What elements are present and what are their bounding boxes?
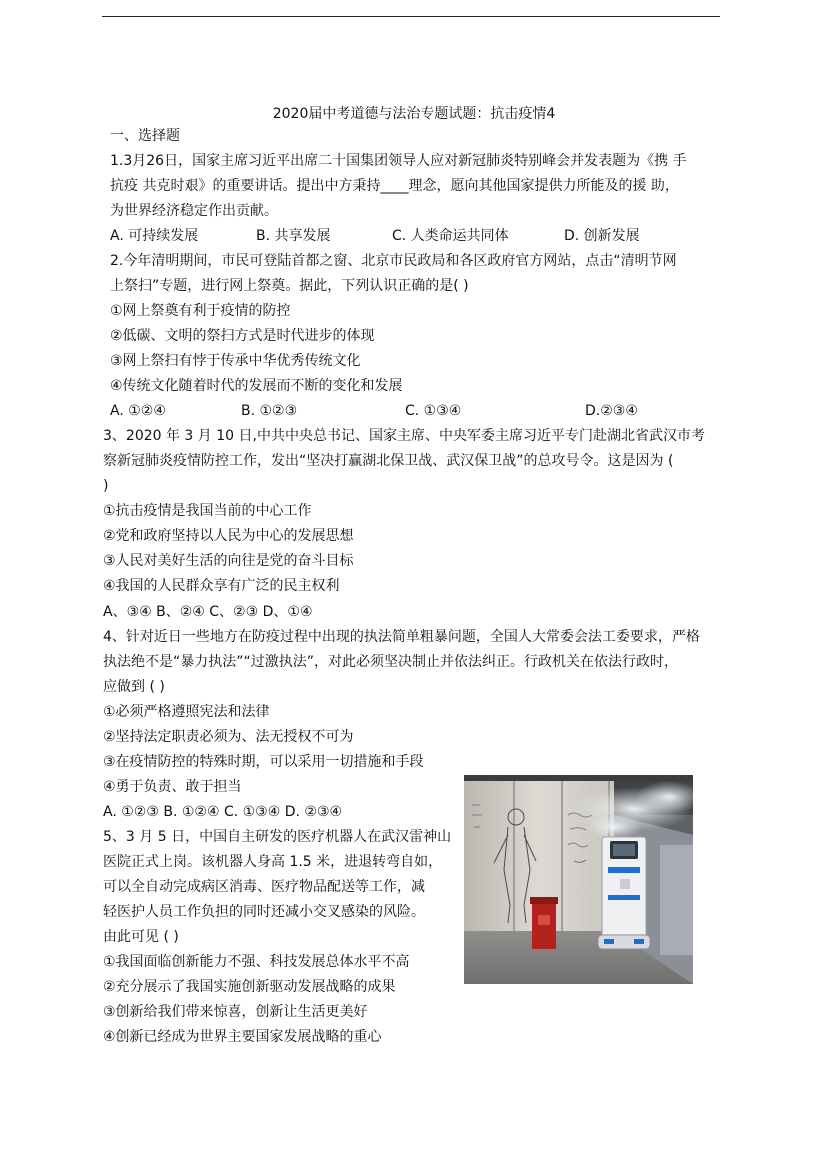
- q3-item-1: ①抗击疫情是我国当前的中心工作: [103, 503, 312, 519]
- q4-line-1: 4、针对近日一些地方在防疫过程中出现的执法简单粗暴问题，全国人大常委会法工委要求，严格: [103, 629, 700, 645]
- q4-line-2: 执法绝不是“暴力执法”“过激执法”，对此必须坚决制止并依法纠正。行政机关在依法行政时，: [103, 654, 679, 670]
- q4-item-1: ①必须严格遵照宪法和法律: [103, 704, 270, 720]
- q5-item-3: ③创新给我们带来惊喜，创新让生活更美好: [103, 1004, 368, 1020]
- q2-option-d: D.②③④: [585, 403, 638, 419]
- q5-line-5: 由此可见 ( ): [103, 929, 179, 945]
- robot-photo: [464, 775, 693, 984]
- q1-line-1: 1.3月26日，国家主席习近平出席二十国集团领导人应对新冠肺炎特别峰会并发表题为《携 手: [110, 153, 687, 169]
- q3-item-2: ②党和政府坚持以人民为中心的发展思想: [103, 528, 354, 544]
- q3-line-2: 察新冠肺炎疫情防控工作，发出“坚决打赢湖北保卫战、武汉保卫战”的总攻号令。这是因为 (: [103, 453, 674, 469]
- q4-options: A. ①②③ B. ①②④ C. ①③④ D. ②③④: [103, 804, 343, 820]
- q3-line-1: 3、2020 年 3 月 10 日,中共中央总书记、国家主席、中央军委主席习近平专门赴湖北省武汉市考: [103, 428, 705, 444]
- q5-line-2: 医院正式上岗。该机器人身高 1.5 米，进退转弯自如，: [103, 854, 443, 870]
- q5-item-4: ④创新已经成为世界主要国家发展战略的重心: [103, 1029, 382, 1045]
- q1-line-2: 抗疫 共克时艰》的重要讲话。提出中方秉持____理念，愿向其他国家提供力所能及的援 助，: [110, 178, 679, 194]
- q3-line-3: ): [103, 478, 109, 494]
- q1-option-c: C. 人类命运共同体: [392, 228, 509, 244]
- q3-item-4: ④我国的人民群众享有广泛的民主权利: [103, 578, 340, 594]
- q2-item-2: ②低碳、文明的祭扫方式是时代进步的体现: [110, 328, 375, 344]
- q4-item-2: ②坚持法定职责必须为、法无授权不可为: [103, 729, 354, 745]
- q1-option-a: A. 可持续发展: [110, 228, 199, 244]
- q2-item-3: ③网上祭扫有悖于传承中华优秀传统文化: [110, 353, 361, 369]
- q2-item-4: ④传统文化随着时代的发展而不断的变化和发展: [110, 378, 403, 394]
- q2-option-c: C. ①③④: [405, 403, 462, 419]
- q3-item-3: ③人民对美好生活的向往是党的奋斗目标: [103, 553, 354, 569]
- q2-line-2: 上祭扫”专题，进行网上祭奠。据此，下列认识正确的是( ): [110, 278, 469, 294]
- q1-option-b: B. 共享发展: [256, 228, 331, 244]
- q4-line-3: 应做到 ( ): [103, 679, 165, 695]
- q1-option-d: D. 创新发展: [564, 228, 640, 244]
- q3-options: A、③④ B、②④ C、②③ D、①④: [103, 604, 313, 620]
- page-title: 2020届中考道德与法治专题试题：抗击疫情4: [272, 106, 556, 122]
- q1-line-3: 为世界经济稳定作出贡献。: [110, 203, 278, 219]
- q5-line-4: 轻医护人员工作负担的同时还减小交叉感染的风险。: [103, 904, 425, 920]
- q5-item-2: ②充分展示了我国实施创新驱动发展战略的成果: [103, 979, 396, 995]
- section-heading: 一、选择题: [110, 128, 180, 144]
- q5-line-1: 5、3 月 5 日，中国自主研发的医疗机器人在武汉雷神山: [103, 829, 452, 845]
- q2-option-b: B. ①②③: [241, 403, 298, 419]
- q2-item-1: ①网上祭奠有利于疫情的防控: [110, 303, 291, 319]
- header-rule: [102, 16, 720, 17]
- q4-item-3: ③在疫情防控的特殊时期，可以采用一切措施和手段: [103, 754, 424, 770]
- q4-item-4: ④勇于负责、敢于担当: [103, 779, 242, 795]
- q5-item-1: ①我国面临创新能力不强、科技发展总体水平不高: [103, 954, 410, 970]
- q2-option-a: A. ①②④: [110, 403, 166, 419]
- q5-line-3: 可以全自动完成病区消毒、医疗物品配送等工作，减: [103, 879, 425, 895]
- q2-line-1: 2.今年清明期间，市民可登陆首都之窗、北京市民政局和各区政府官方网站，点击“清明节网: [110, 253, 677, 269]
